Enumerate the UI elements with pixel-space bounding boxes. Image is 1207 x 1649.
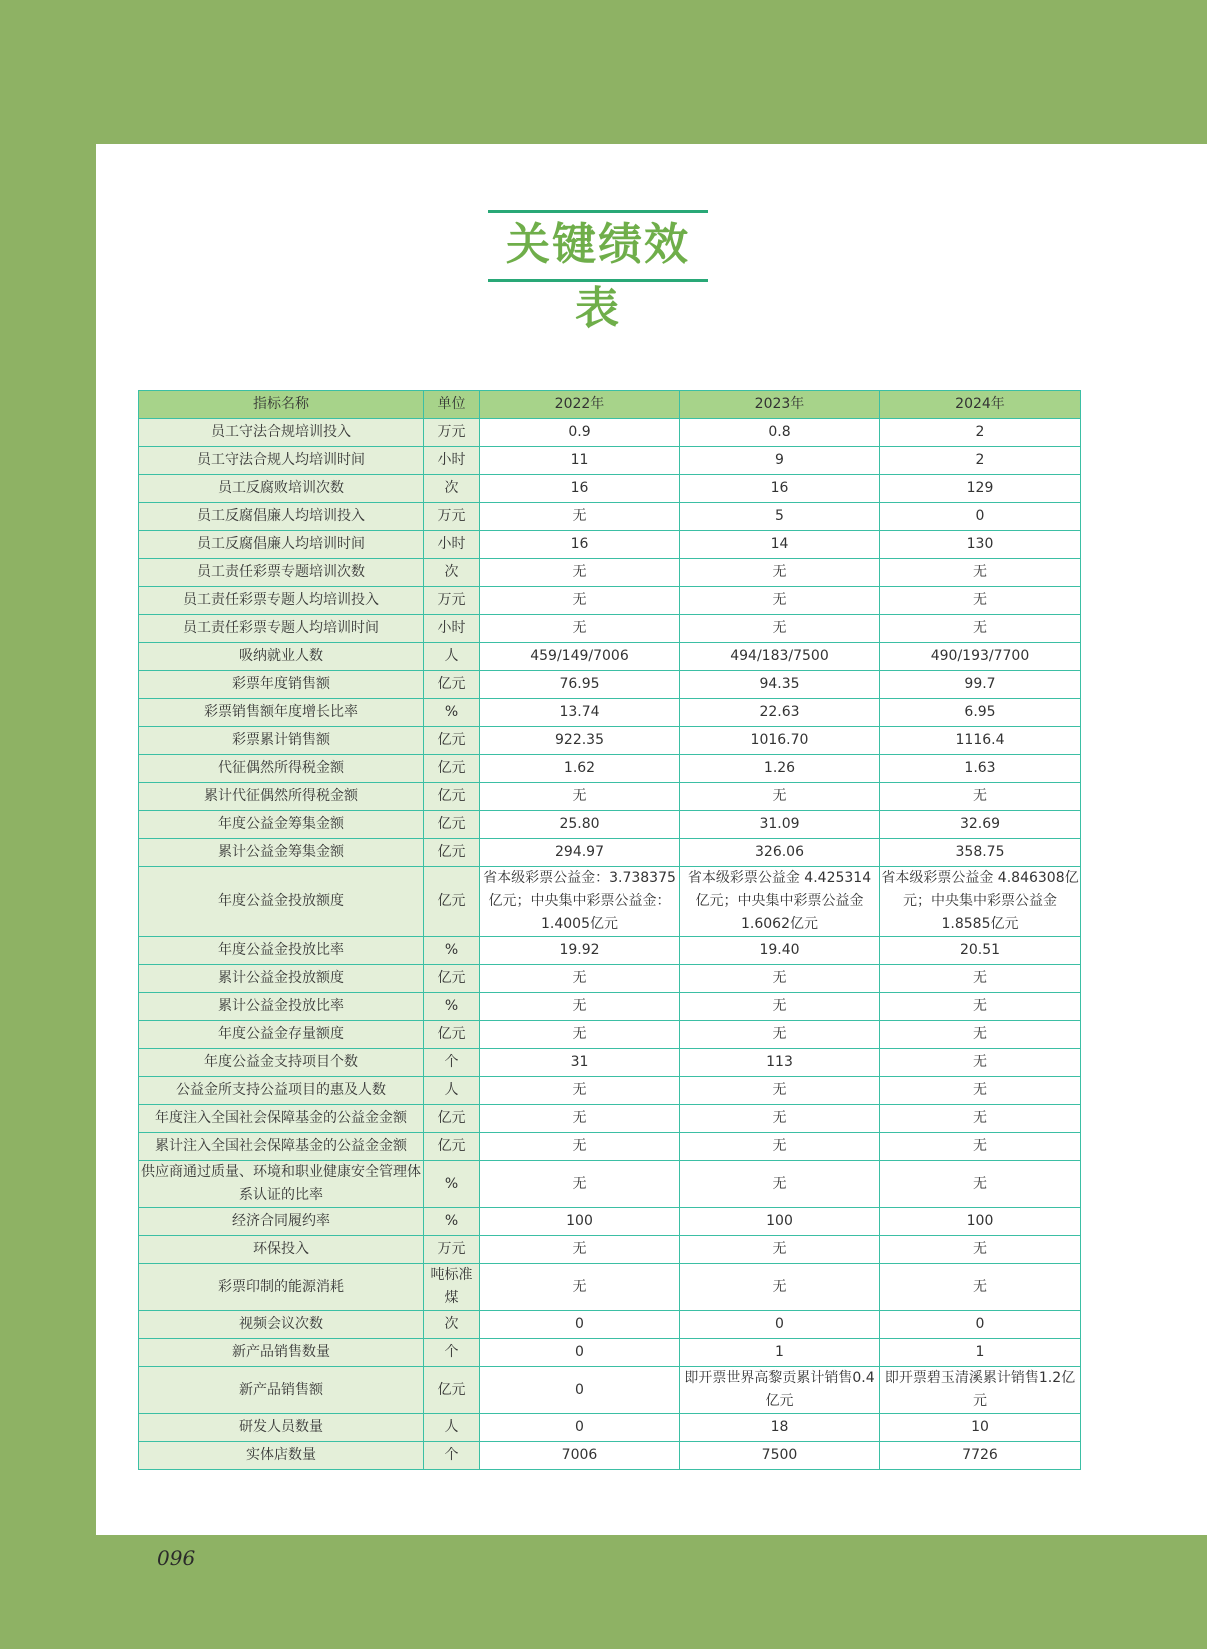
value-2024-cell: 无: [880, 993, 1081, 1021]
header-unit: 单位: [424, 391, 480, 419]
value-2023-cell: 无: [680, 965, 880, 993]
value-2024-cell: 0: [880, 1311, 1081, 1339]
indicator-name-cell: 年度公益金筹集金额: [139, 811, 424, 839]
unit-cell: 亿元: [424, 755, 480, 783]
unit-cell: 个: [424, 1049, 480, 1077]
value-2023-cell: 无: [680, 993, 880, 1021]
unit-cell: 万元: [424, 419, 480, 447]
unit-cell: 亿元: [424, 867, 480, 937]
unit-cell: 万元: [424, 1236, 480, 1264]
indicator-name-cell: 供应商通过质量、环境和职业健康安全管理体系认证的比率: [139, 1161, 424, 1208]
indicator-name-cell: 员工反腐倡廉人均培训时间: [139, 531, 424, 559]
value-2024-cell: 无: [880, 587, 1081, 615]
value-2022-cell: 16: [480, 531, 680, 559]
value-2024-cell: 无: [880, 559, 1081, 587]
value-2023-cell: 无: [680, 559, 880, 587]
value-2023-cell: 9: [680, 447, 880, 475]
unit-cell: %: [424, 993, 480, 1021]
unit-cell: 亿元: [424, 783, 480, 811]
unit-cell: 亿元: [424, 1021, 480, 1049]
value-2022-cell: 0: [480, 1339, 680, 1367]
indicator-name-cell: 环保投入: [139, 1236, 424, 1264]
unit-cell: 个: [424, 1442, 480, 1470]
indicator-name-cell: 代征偶然所得税金额: [139, 755, 424, 783]
indicator-name-cell: 年度公益金支持项目个数: [139, 1049, 424, 1077]
table-row: [139, 503, 1081, 531]
table-row: [139, 811, 1081, 839]
value-2024-cell: 1116.4: [880, 727, 1081, 755]
value-2023-cell: 18: [680, 1414, 880, 1442]
unit-cell: 亿元: [424, 727, 480, 755]
table-row: [139, 1208, 1081, 1236]
table-row: [139, 699, 1081, 727]
indicator-name-cell: 彩票累计销售额: [139, 727, 424, 755]
table-row: [139, 1339, 1081, 1367]
table-body: [139, 419, 1081, 1470]
table-row: [139, 1077, 1081, 1105]
value-2022-cell: 无: [480, 503, 680, 531]
table-header-row: [139, 391, 1081, 419]
page-title: 关键绩效表: [506, 219, 690, 334]
table-row: [139, 937, 1081, 965]
header-2023: 2023年: [680, 391, 880, 419]
value-2024-cell: 10: [880, 1414, 1081, 1442]
value-2023-cell: 省本级彩票公益金 4.425314亿元；中央集中彩票公益金1.6062亿元: [680, 867, 880, 937]
value-2023-cell: 无: [680, 1264, 880, 1311]
table-row: [139, 587, 1081, 615]
value-2022-cell: 无: [480, 1105, 680, 1133]
table-row: [139, 965, 1081, 993]
value-2022-cell: 0: [480, 1414, 680, 1442]
indicator-name-cell: 视频会议次数: [139, 1311, 424, 1339]
indicator-name-cell: 累计注入全国社会保障基金的公益金金额: [139, 1133, 424, 1161]
value-2023-cell: 19.40: [680, 937, 880, 965]
value-2022-cell: 922.35: [480, 727, 680, 755]
table-row: [139, 531, 1081, 559]
unit-cell: 次: [424, 559, 480, 587]
table-row: [139, 1311, 1081, 1339]
value-2022-cell: 无: [480, 1133, 680, 1161]
value-2024-cell: 7726: [880, 1442, 1081, 1470]
value-2023-cell: 22.63: [680, 699, 880, 727]
value-2024-cell: 32.69: [880, 811, 1081, 839]
indicator-name-cell: 实体店数量: [139, 1442, 424, 1470]
value-2023-cell: 494/183/7500: [680, 643, 880, 671]
value-2022-cell: 13.74: [480, 699, 680, 727]
value-2023-cell: 无: [680, 1077, 880, 1105]
value-2024-cell: 100: [880, 1208, 1081, 1236]
unit-cell: 小时: [424, 615, 480, 643]
value-2023-cell: 无: [680, 1105, 880, 1133]
value-2024-cell: 490/193/7700: [880, 643, 1081, 671]
value-2023-cell: 即开票世界高黎贡累计销售0.4亿元: [680, 1367, 880, 1414]
value-2024-cell: 无: [880, 1161, 1081, 1208]
unit-cell: %: [424, 1161, 480, 1208]
value-2024-cell: 358.75: [880, 839, 1081, 867]
value-2023-cell: 0: [680, 1311, 880, 1339]
page-number: 096: [157, 1546, 196, 1570]
value-2022-cell: 459/149/7006: [480, 643, 680, 671]
unit-cell: 亿元: [424, 1367, 480, 1414]
indicator-name-cell: 新产品销售数量: [139, 1339, 424, 1367]
value-2023-cell: 1: [680, 1339, 880, 1367]
indicator-name-cell: 彩票销售额年度增长比率: [139, 699, 424, 727]
value-2022-cell: 省本级彩票公益金：3.738375亿元；中央集中彩票公益金：1.4005亿元: [480, 867, 680, 937]
indicator-name-cell: 员工责任彩票专题人均培训时间: [139, 615, 424, 643]
unit-cell: 人: [424, 1414, 480, 1442]
value-2023-cell: 1.26: [680, 755, 880, 783]
indicator-name-cell: 彩票年度销售额: [139, 671, 424, 699]
table-row: [139, 1105, 1081, 1133]
indicator-name-cell: 吸纳就业人数: [139, 643, 424, 671]
value-2024-cell: 20.51: [880, 937, 1081, 965]
indicator-name-cell: 公益金所支持公益项目的惠及人数: [139, 1077, 424, 1105]
header-2022: 2022年: [480, 391, 680, 419]
value-2023-cell: 100: [680, 1208, 880, 1236]
value-2023-cell: 7500: [680, 1442, 880, 1470]
indicator-name-cell: 累计代征偶然所得税金额: [139, 783, 424, 811]
table-row: [139, 1442, 1081, 1470]
unit-cell: 吨标准煤: [424, 1264, 480, 1311]
indicator-name-cell: 新产品销售额: [139, 1367, 424, 1414]
table-row: [139, 559, 1081, 587]
value-2023-cell: 无: [680, 1236, 880, 1264]
value-2022-cell: 31: [480, 1049, 680, 1077]
value-2024-cell: 无: [880, 965, 1081, 993]
table-row: [139, 1161, 1081, 1208]
value-2023-cell: 无: [680, 783, 880, 811]
value-2024-cell: 6.95: [880, 699, 1081, 727]
value-2022-cell: 0: [480, 1311, 680, 1339]
value-2024-cell: 130: [880, 531, 1081, 559]
indicator-name-cell: 彩票印制的能源消耗: [139, 1264, 424, 1311]
table-row: [139, 1021, 1081, 1049]
value-2022-cell: 无: [480, 615, 680, 643]
header-indicator: 指标名称: [139, 391, 424, 419]
table-row: [139, 755, 1081, 783]
table-row: [139, 1414, 1081, 1442]
unit-cell: 亿元: [424, 1133, 480, 1161]
value-2024-cell: 无: [880, 1105, 1081, 1133]
value-2022-cell: 19.92: [480, 937, 680, 965]
unit-cell: 万元: [424, 503, 480, 531]
kpi-table: [138, 390, 1081, 1470]
unit-cell: 次: [424, 1311, 480, 1339]
unit-cell: 亿元: [424, 839, 480, 867]
value-2022-cell: 1.62: [480, 755, 680, 783]
unit-cell: 小时: [424, 447, 480, 475]
value-2023-cell: 无: [680, 1133, 880, 1161]
indicator-name-cell: 员工反腐倡廉人均培训投入: [139, 503, 424, 531]
indicator-name-cell: 经济合同履约率: [139, 1208, 424, 1236]
value-2024-cell: 99.7: [880, 671, 1081, 699]
value-2023-cell: 94.35: [680, 671, 880, 699]
table-row: [139, 839, 1081, 867]
unit-cell: 亿元: [424, 965, 480, 993]
indicator-name-cell: 累计公益金投放额度: [139, 965, 424, 993]
table-row: [139, 447, 1081, 475]
indicator-name-cell: 年度公益金存量额度: [139, 1021, 424, 1049]
unit-cell: 小时: [424, 531, 480, 559]
unit-cell: 人: [424, 643, 480, 671]
unit-cell: 亿元: [424, 671, 480, 699]
value-2024-cell: 无: [880, 1049, 1081, 1077]
header-2024: 2024年: [880, 391, 1081, 419]
value-2022-cell: 11: [480, 447, 680, 475]
value-2022-cell: 100: [480, 1208, 680, 1236]
value-2023-cell: 326.06: [680, 839, 880, 867]
indicator-name-cell: 员工守法合规人均培训时间: [139, 447, 424, 475]
unit-cell: %: [424, 699, 480, 727]
value-2024-cell: 0: [880, 503, 1081, 531]
value-2024-cell: 即开票碧玉清溪累计销售1.2亿元: [880, 1367, 1081, 1414]
indicator-name-cell: 累计公益金投放比率: [139, 993, 424, 1021]
value-2022-cell: 无: [480, 993, 680, 1021]
value-2022-cell: 无: [480, 1021, 680, 1049]
value-2022-cell: 无: [480, 559, 680, 587]
unit-cell: 次: [424, 475, 480, 503]
unit-cell: %: [424, 1208, 480, 1236]
value-2024-cell: 无: [880, 1133, 1081, 1161]
value-2023-cell: 31.09: [680, 811, 880, 839]
value-2024-cell: 省本级彩票公益金 4.846308亿元；中央集中彩票公益金1.8585亿元: [880, 867, 1081, 937]
value-2023-cell: 113: [680, 1049, 880, 1077]
unit-cell: 亿元: [424, 1105, 480, 1133]
value-2022-cell: 无: [480, 783, 680, 811]
value-2024-cell: 2: [880, 419, 1081, 447]
value-2022-cell: 294.97: [480, 839, 680, 867]
table-row: [139, 1236, 1081, 1264]
unit-cell: 亿元: [424, 811, 480, 839]
unit-cell: 个: [424, 1339, 480, 1367]
value-2024-cell: 无: [880, 1021, 1081, 1049]
table-row: [139, 1133, 1081, 1161]
value-2022-cell: 无: [480, 587, 680, 615]
table-row: [139, 993, 1081, 1021]
table-row: [139, 615, 1081, 643]
table-row: [139, 1049, 1081, 1077]
indicator-name-cell: 年度注入全国社会保障基金的公益金金额: [139, 1105, 424, 1133]
indicator-name-cell: 员工责任彩票专题人均培训投入: [139, 587, 424, 615]
unit-cell: 人: [424, 1077, 480, 1105]
value-2024-cell: 1: [880, 1339, 1081, 1367]
value-2022-cell: 7006: [480, 1442, 680, 1470]
table-row: [139, 1367, 1081, 1414]
table-row: [139, 727, 1081, 755]
table-row: [139, 419, 1081, 447]
indicator-name-cell: 年度公益金投放比率: [139, 937, 424, 965]
value-2022-cell: 76.95: [480, 671, 680, 699]
indicator-name-cell: 年度公益金投放额度: [139, 867, 424, 937]
indicator-name-cell: 累计公益金筹集金额: [139, 839, 424, 867]
value-2023-cell: 无: [680, 587, 880, 615]
value-2024-cell: 2: [880, 447, 1081, 475]
value-2024-cell: 无: [880, 783, 1081, 811]
title-block: [488, 210, 708, 334]
value-2022-cell: 无: [480, 1161, 680, 1208]
value-2023-cell: 无: [680, 1021, 880, 1049]
value-2023-cell: 0.8: [680, 419, 880, 447]
value-2022-cell: 16: [480, 475, 680, 503]
value-2023-cell: 5: [680, 503, 880, 531]
indicator-name-cell: 员工责任彩票专题培训次数: [139, 559, 424, 587]
table-row: [139, 475, 1081, 503]
indicator-name-cell: 研发人员数量: [139, 1414, 424, 1442]
table-row: [139, 671, 1081, 699]
value-2022-cell: 0.9: [480, 419, 680, 447]
indicator-name-cell: 员工反腐败培训次数: [139, 475, 424, 503]
value-2022-cell: 无: [480, 1077, 680, 1105]
value-2022-cell: 无: [480, 1236, 680, 1264]
value-2024-cell: 无: [880, 1236, 1081, 1264]
table-row: [139, 783, 1081, 811]
value-2024-cell: 无: [880, 615, 1081, 643]
indicator-name-cell: 员工守法合规培训投入: [139, 419, 424, 447]
value-2023-cell: 1016.70: [680, 727, 880, 755]
value-2024-cell: 129: [880, 475, 1081, 503]
value-2022-cell: 0: [480, 1367, 680, 1414]
unit-cell: %: [424, 937, 480, 965]
value-2022-cell: 无: [480, 1264, 680, 1311]
value-2024-cell: 1.63: [880, 755, 1081, 783]
table-row: [139, 1264, 1081, 1311]
table-row: [139, 867, 1081, 937]
value-2022-cell: 无: [480, 965, 680, 993]
value-2024-cell: 无: [880, 1077, 1081, 1105]
value-2023-cell: 无: [680, 1161, 880, 1208]
value-2023-cell: 无: [680, 615, 880, 643]
value-2024-cell: 无: [880, 1264, 1081, 1311]
value-2023-cell: 16: [680, 475, 880, 503]
value-2022-cell: 25.80: [480, 811, 680, 839]
table-row: [139, 643, 1081, 671]
value-2023-cell: 14: [680, 531, 880, 559]
unit-cell: 万元: [424, 587, 480, 615]
